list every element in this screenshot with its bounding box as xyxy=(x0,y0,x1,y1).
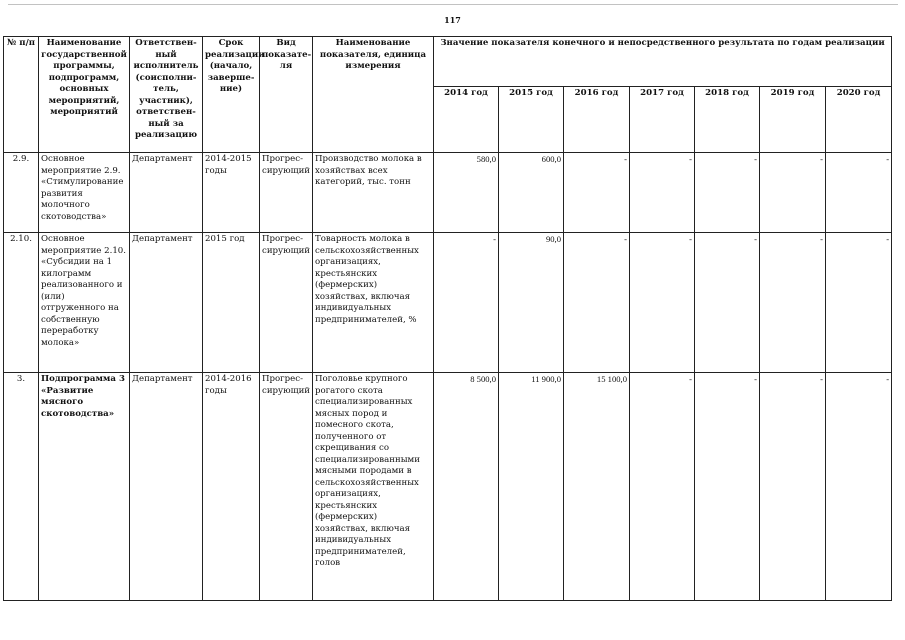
row-type: Прогрес-сирующий xyxy=(260,373,313,601)
row-executor: Департамент xyxy=(130,153,203,233)
row-value-2015: 600,0 xyxy=(499,153,564,233)
row-value-2020: - xyxy=(826,233,892,373)
row-value-2016: - xyxy=(564,233,630,373)
row-value-2019: - xyxy=(760,153,826,233)
row-value-2018: - xyxy=(695,233,760,373)
row-type: Прогрес-сирующий xyxy=(260,153,313,233)
table-row xyxy=(4,153,892,233)
header-year-2015: 2015 год xyxy=(499,87,564,153)
row-executor: Департамент xyxy=(130,233,203,373)
row-indicator: Товарность молока в сельскохозяйственных организациях, крестьянских (фермерских) хозяйствах, включая индивидуальных предпринимателей, % xyxy=(313,233,434,373)
header-type: Вид показате-ля xyxy=(260,37,313,153)
row-term: 2015 год xyxy=(203,233,260,373)
top-scan-line xyxy=(8,4,898,6)
row-value-2016: 15 100,0 xyxy=(564,373,630,601)
row-value-2017: - xyxy=(630,373,695,601)
header-num: № п/п xyxy=(4,37,39,153)
row-value-2016: - xyxy=(564,153,630,233)
header-term: Срок реализации (начало, заверше-ние) xyxy=(203,37,260,153)
row-value-2019: - xyxy=(760,373,826,601)
row-value-2019: - xyxy=(760,233,826,373)
row-num: 3. xyxy=(4,373,39,601)
row-name: Подпрограмма 3 «Развитие мясного скотоводства» xyxy=(39,373,130,601)
row-num: 2.10. xyxy=(4,233,39,373)
row-term: 2014-2016 годы xyxy=(203,373,260,601)
header-executor: Ответствен-ный исполнитель (соисполни-тель, участник), ответствен-ный за реализацию xyxy=(130,37,203,153)
row-value-2020: - xyxy=(826,373,892,601)
row-name: Основное мероприятие 2.10. «Субсидии на 1 килограмм реализованного и (или) отгруженного на собственную переработку молока» xyxy=(39,233,130,373)
header-values-group: Значение показателя конечного и непосредственного результата по годам реализации xyxy=(434,37,892,87)
row-value-2014: - xyxy=(434,233,499,373)
row-executor: Департамент xyxy=(130,373,203,601)
header-indicator: Наименование показателя, единица измерения xyxy=(313,37,434,153)
row-term: 2014-2015 годы xyxy=(203,153,260,233)
row-value-2015: 11 900,0 xyxy=(499,373,564,601)
header-year-2018: 2018 год xyxy=(695,87,760,153)
row-value-2014: 580,0 xyxy=(434,153,499,233)
row-type: Прогрес-сирующий xyxy=(260,233,313,373)
header-name: Наименование государственной программы, подпрограмм, основных мероприятий, мероприятий xyxy=(39,37,130,153)
row-value-2018: - xyxy=(695,373,760,601)
header-year-2020: 2020 год xyxy=(826,87,892,153)
row-value-2017: - xyxy=(630,233,695,373)
row-value-2014: 8 500,0 xyxy=(434,373,499,601)
row-name: Основное мероприятие 2.9. «Стимулирование развития молочного скотоводства» xyxy=(39,153,130,233)
row-indicator: Поголовье крупного рогатого скота специализированных мясных пород и помесного скота, полученного от скрещивания со специализированными мясными породами в сельскохозяйственных организациях, крестьянских (фермерских) хозяйствах, включая индивидуальных предпринимателей, голов xyxy=(313,373,434,601)
row-value-2017: - xyxy=(630,153,695,233)
header-year-2016: 2016 год xyxy=(564,87,630,153)
row-num: 2.9. xyxy=(4,153,39,233)
page-number: 117 xyxy=(444,15,461,25)
row-indicator: Производство молока в хозяйствах всех категорий, тыс. тонн xyxy=(313,153,434,233)
row-value-2018: - xyxy=(695,153,760,233)
table-row xyxy=(4,233,892,373)
header-year-2014: 2014 год xyxy=(434,87,499,153)
row-value-2015: 90,0 xyxy=(499,233,564,373)
row-value-2020: - xyxy=(826,153,892,233)
table-row xyxy=(4,373,892,601)
header-year-2019: 2019 год xyxy=(760,87,826,153)
header-year-2017: 2017 год xyxy=(630,87,695,153)
indicators-table xyxy=(3,36,892,601)
